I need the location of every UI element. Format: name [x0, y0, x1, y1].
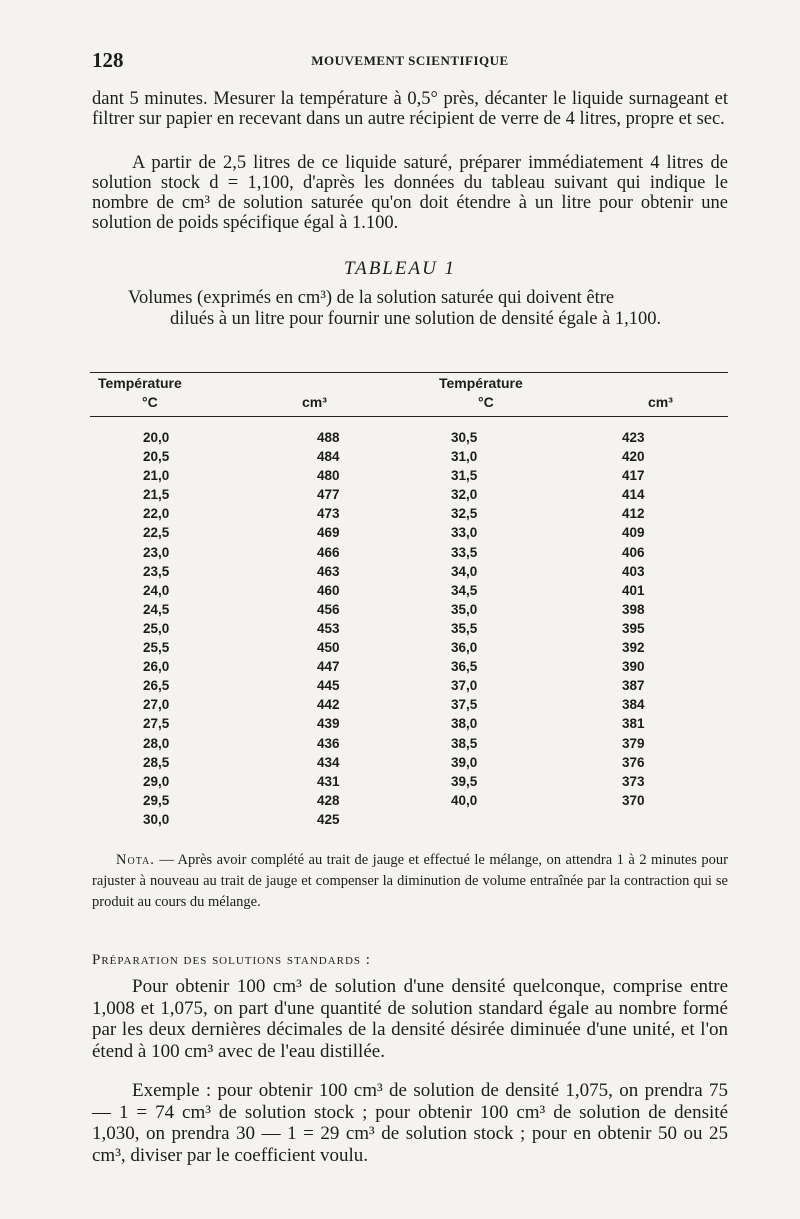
table-caption-rest: dilués à un litre pour fournir une solution de densité égale à 1,100.	[170, 309, 662, 329]
intro-paragraph: dant 5 minutes. Mesurer la température à 0,5° près, décanter le liquide surnageant et filtrer sur papier en recevant dans un autre récipient de verre de 4 litres, propre et sec.	[92, 89, 728, 129]
temperature-cell: 33,0	[451, 525, 478, 541]
temperature-cell: 33,5	[451, 544, 478, 560]
temperature-cell: 31,5	[451, 468, 478, 484]
volume-cell: 450	[317, 640, 340, 656]
temperature-cell: 37,0	[451, 678, 478, 694]
volume-cell: 379	[622, 735, 645, 751]
table-row	[0, 600, 800, 619]
temperature-cell: 39,0	[451, 754, 478, 770]
temperature-cell: 22,5	[143, 525, 170, 541]
example-paragraph: Exemple : pour obtenir 100 cm³ de solution de densité 1,075, on prendra 75 — 1 = 74 cm³ de solution stock ; pour obtenir 100 cm³ de solution de densité 1,030, on prendra 30 — 1 = 29 cm³ de solution stock ; pour en obtenir 50 ou 25 cm³, diviser par le coefficient voulu.	[92, 1080, 728, 1166]
volume-cell: 381	[622, 716, 645, 732]
volume-cell: 401	[622, 582, 645, 598]
column-header-temperature-1: Température	[98, 375, 182, 391]
table-row	[0, 714, 800, 733]
volume-cell: 466	[317, 544, 340, 560]
temperature-cell: 37,5	[451, 697, 478, 713]
column-header-temperature-2: Température	[439, 375, 523, 391]
volume-cell: 477	[317, 487, 340, 503]
table-row	[0, 810, 800, 829]
temperature-cell: 34,0	[451, 563, 478, 579]
temperature-cell: 36,5	[451, 659, 478, 675]
volume-cell: 384	[622, 697, 645, 713]
volume-cell: 456	[317, 601, 340, 617]
stock-solution-paragraph: A partir de 2,5 litres de ce liquide saturé, préparer immédiatement 4 litres de solution stock d = 1,100, d'après les données du tableau suivant qui indique le nombre de cm³ de solution saturée qu'on doit étendre à un litre pour obtenir une solution de poids spécifique égal à 1.100.	[92, 153, 728, 233]
temperature-cell: 27,5	[143, 716, 170, 732]
volume-cell: 395	[622, 620, 645, 636]
table-row	[0, 638, 800, 657]
section-heading: Préparation des solutions standards :	[92, 952, 371, 968]
temperature-cell: 35,5	[451, 620, 478, 636]
volume-cell: 376	[622, 754, 645, 770]
volume-cell: 484	[317, 449, 340, 465]
temperature-cell: 24,5	[143, 601, 170, 617]
footnote-text: — Après avoir complété au trait de jauge et effectué le mélange, on attendra 1 à 2 minutes pour rajuster à nouveau au trait de jauge et compenser la diminution de volume entraînée par la contraction qui se produit au cours du mélange.	[92, 852, 729, 910]
table-caption-line1: Volumes (exprimés en cm³) de la solution saturée qui doivent être	[128, 288, 615, 308]
volume-cell: 370	[622, 792, 645, 808]
temperature-cell: 25,0	[143, 620, 170, 636]
volume-cell: 439	[317, 716, 340, 732]
temperature-cell: 28,0	[143, 735, 170, 751]
temperature-cell: 21,5	[143, 487, 170, 503]
temperature-cell: 21,0	[143, 468, 170, 484]
temperature-cell: 28,5	[143, 754, 170, 770]
volume-cell: 431	[317, 773, 340, 789]
table-row	[0, 734, 800, 753]
volume-cell: 420	[622, 449, 645, 465]
volume-cell: 373	[622, 773, 645, 789]
table-row	[0, 447, 800, 466]
footnote	[92, 850, 728, 913]
temperature-cell: 32,5	[451, 506, 478, 522]
volume-cell: 392	[622, 640, 645, 656]
temperature-cell: 36,0	[451, 640, 478, 656]
page-header	[92, 48, 728, 72]
temperature-cell: 30,5	[451, 430, 478, 445]
temperature-cell: 23,0	[143, 544, 170, 560]
volume-cell: 398	[622, 601, 645, 617]
volume-cell: 425	[317, 811, 340, 827]
volume-cell: 436	[317, 735, 340, 751]
volume-cell: 387	[622, 678, 645, 694]
table-row	[0, 753, 800, 772]
table-caption	[128, 288, 728, 330]
table-row	[0, 676, 800, 695]
volume-cell: 412	[622, 506, 645, 522]
table-row	[0, 485, 800, 504]
table-row	[0, 523, 800, 542]
temperature-cell: 23,5	[143, 563, 170, 579]
volume-cell: 423	[622, 430, 645, 445]
temperature-cell: 32,0	[451, 487, 478, 503]
temperature-cell: 38,5	[451, 735, 478, 751]
table-row	[0, 543, 800, 562]
table-row	[0, 619, 800, 638]
temperature-cell: 24,0	[143, 582, 170, 598]
table-header-rule	[90, 416, 728, 417]
volume-cell: 442	[317, 697, 340, 713]
volume-cell: 447	[317, 659, 340, 675]
table-title: TABLEAU 1	[343, 258, 457, 279]
table-row	[0, 791, 800, 810]
volume-cell: 463	[317, 563, 340, 579]
volume-cell: 390	[622, 659, 645, 675]
temperature-cell: 25,5	[143, 640, 170, 656]
volume-cell: 434	[317, 754, 340, 770]
temperature-cell: 30,0	[143, 811, 170, 827]
column-header-unit-celsius-1: °C	[142, 394, 158, 410]
running-title: MOUVEMENT SCIENTIFIQUE	[311, 53, 509, 68]
temperature-cell: 20,5	[143, 449, 170, 465]
temperature-cell: 22,0	[143, 506, 170, 522]
volume-cell: 414	[622, 487, 645, 503]
volume-cell: 445	[317, 678, 340, 694]
temperature-cell: 38,0	[451, 716, 478, 732]
table-row	[0, 657, 800, 676]
volume-cell: 473	[317, 506, 340, 522]
temperature-cell: 40,0	[451, 792, 478, 808]
volume-cell: 428	[317, 792, 340, 808]
table-top-rule	[90, 372, 728, 373]
temperature-cell: 26,5	[143, 678, 170, 694]
table-row	[0, 562, 800, 581]
temperature-cell: 29,0	[143, 773, 170, 789]
temperature-cell: 35,0	[451, 601, 478, 617]
standard-solutions-paragraph: Pour obtenir 100 cm³ de solution d'une densité quelconque, comprise entre 1,008 et 1,075, on part d'une quantité de solution standard égale au nombre formé par les deux dernières décimales de la densité désirée diminuée d'une unité, et l'on étend à 100 cm³ avec de l'eau distillée.	[92, 976, 728, 1062]
table-row	[0, 581, 800, 600]
table-row	[0, 772, 800, 791]
volume-cell: 488	[317, 430, 340, 445]
temperature-cell: 31,0	[451, 449, 478, 465]
temperature-cell: 34,5	[451, 582, 478, 598]
volume-cell: 403	[622, 563, 645, 579]
temperature-cell: 39,5	[451, 773, 478, 789]
table-row	[0, 428, 800, 447]
volume-cell: 406	[622, 544, 645, 560]
column-header-unit-celsius-2: °C	[478, 394, 494, 410]
table-row	[0, 695, 800, 714]
table-row	[0, 466, 800, 485]
table-body	[0, 428, 800, 829]
table-row	[0, 504, 800, 523]
volume-cell: 469	[317, 525, 340, 541]
volume-cell: 453	[317, 620, 340, 636]
footnote-label: Nota.	[116, 852, 155, 868]
page-number: 128	[92, 48, 124, 72]
temperature-cell: 20,0	[143, 430, 170, 445]
volume-cell: 460	[317, 582, 340, 598]
column-header-volume-2: cm³	[648, 394, 673, 410]
volume-cell: 409	[622, 525, 645, 541]
volume-cell: 480	[317, 468, 340, 484]
temperature-cell: 27,0	[143, 697, 170, 713]
column-header-volume-1: cm³	[302, 394, 327, 410]
temperature-cell: 29,5	[143, 792, 170, 808]
temperature-cell: 26,0	[143, 659, 170, 675]
volume-cell: 417	[622, 468, 645, 484]
